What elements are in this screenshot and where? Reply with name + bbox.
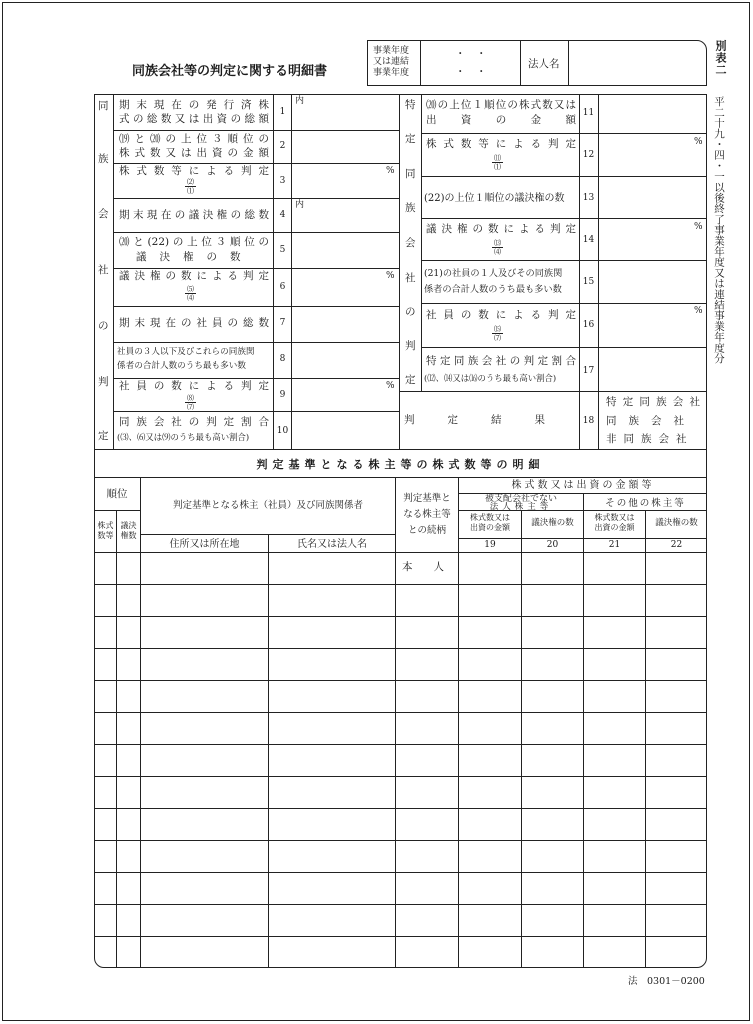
row-8-field[interactable] <box>292 343 399 378</box>
row-11-label-a: ⒇の上位１順位の株式数又は <box>426 99 576 111</box>
row-5-label-a: ⒇と(22)の上位３順位の <box>119 236 269 248</box>
result-num: 18 <box>582 416 595 426</box>
row-2-num: 2 <box>279 141 286 151</box>
table-row[interactable] <box>95 809 706 839</box>
non-parent-header-a: 被支配会社でない <box>484 494 557 504</box>
left-vtitle-5: 判 <box>98 376 109 388</box>
row-17-label-a: 特定同族会社の判定割合 <box>426 355 576 367</box>
relation-header-c: との続柄 <box>407 525 446 536</box>
row-8-num: 8 <box>279 354 286 364</box>
right-vtitle-2: 同 <box>405 168 416 180</box>
row-14-label: 議決権の数による判定 <box>426 223 576 235</box>
row-7-field[interactable] <box>292 307 399 342</box>
fiscal-year-label-2: 又は連結 <box>373 57 410 67</box>
rank-shares-b: 数等 <box>97 531 114 540</box>
row-10-field[interactable] <box>292 412 399 449</box>
row-14-num: 14 <box>582 235 595 245</box>
row-5-num: 5 <box>279 245 286 255</box>
non-parent-header-b: 法人株主等 <box>489 502 553 512</box>
row-12-fraction: ⑾ ⑴ <box>494 154 501 171</box>
form-code: 法 0301－0200 <box>628 976 705 987</box>
row-14-note: % <box>694 222 703 232</box>
row-14-field[interactable] <box>599 219 706 260</box>
right-vtitle-0: 特 <box>405 99 416 111</box>
row-9-note: % <box>386 381 395 391</box>
col20-label: 議決権の数 <box>531 518 574 528</box>
corporation-name-label: 法人名 <box>528 58 560 70</box>
row-17-field[interactable] <box>599 348 706 391</box>
applicability-note: 平二十九・四・一以後終了事業年度又は連結事業年度分 <box>713 96 725 364</box>
row-16-fraction: ⒂ ⑺ <box>494 325 501 342</box>
row-12-field[interactable] <box>599 134 706 176</box>
row-12-label: 株式数等による判定 <box>426 138 576 150</box>
row-8-label-a: 社員の３人以下及びこれらの同族関 <box>117 347 255 357</box>
right-vtitle-4: 会 <box>405 237 416 249</box>
row-1-num: 1 <box>279 107 286 117</box>
result-option-family[interactable]: 同族会社 <box>606 415 696 427</box>
table-row[interactable] <box>95 745 706 775</box>
right-vtitle-8: 定 <box>405 374 416 386</box>
col21-label-b: 出資の金額 <box>594 523 635 532</box>
row-4-num: 4 <box>279 210 286 220</box>
row-15-label-a: (21)の社員の１人及びその同族関 <box>424 268 563 279</box>
row-7-label: 期末現在の社員の総数 <box>119 317 269 329</box>
rank-shares-a: 株式 <box>97 521 114 530</box>
row-4-label: 期末現在の議決権の総数 <box>119 209 269 221</box>
row-16-note: % <box>694 306 703 316</box>
relation-header-a: 判定基準と <box>403 493 451 504</box>
left-vtitle-1: 族 <box>98 153 109 165</box>
table-row[interactable] <box>95 585 706 615</box>
row-15-num: 15 <box>582 277 595 287</box>
left-vtitle-3: 社 <box>98 264 109 276</box>
row-6-note: % <box>386 271 395 281</box>
left-vtitle-2: 会 <box>98 208 109 220</box>
row-8-label-b: 係者の合計人数のうち最も多い数 <box>117 361 246 371</box>
row-10-label-a: 同族会社の判定割合 <box>119 416 269 428</box>
row-12-note: % <box>694 137 703 147</box>
row-3-num: 3 <box>279 176 286 186</box>
relation-header-b: なる株主等 <box>403 509 451 520</box>
row-17-label-b: (⑿、⒁又は⒃のうち最も高い割合) <box>424 373 557 383</box>
row-4-note: 内 <box>295 200 305 210</box>
table-row[interactable] <box>95 905 706 935</box>
row-3-field[interactable] <box>292 164 399 198</box>
row-13-num: 13 <box>582 193 595 203</box>
table-row[interactable] <box>95 937 706 967</box>
row-6-label: 議決権の数による判定 <box>119 270 269 282</box>
table-row[interactable] <box>95 713 706 743</box>
left-vtitle-4: の <box>98 320 109 332</box>
result-label: 判定結果 <box>404 414 578 426</box>
shareholders-section-title: 判定基準となる株主等の株式数等の明細 <box>256 458 545 471</box>
row-15-label-b: 係者の合計人数のうち最も多い数 <box>424 284 562 295</box>
row-9-num: 9 <box>279 390 286 400</box>
col21-label-a: 株式数又は <box>594 513 635 522</box>
schedule-number: 別表二 <box>714 40 727 76</box>
corporation-name-field[interactable] <box>570 42 704 84</box>
table-row[interactable] <box>95 553 706 583</box>
table-row[interactable] <box>95 681 706 711</box>
row-10-label-b: (⑶、⑹又は⑼のうち最も高い割合) <box>117 432 250 442</box>
row-11-label-b: 出資の金額 <box>426 114 576 126</box>
row-13-label: (22)の上位１順位の議決権の数 <box>424 193 565 204</box>
amount-group-header: 株式数又は出資の金額等 <box>511 480 655 491</box>
col22-label: 議決権の数 <box>655 518 698 528</box>
row-16-num: 16 <box>582 320 595 330</box>
row-2-label-a: ⒆と⒇の上位３順位の <box>119 133 269 145</box>
row-9-fraction: ⑻ ⑺ <box>187 394 194 411</box>
address-header: 住所又は所在地 <box>169 539 240 550</box>
fiscal-year-end[interactable]: ・ ・ <box>455 66 487 78</box>
col21-num: 21 <box>608 540 621 550</box>
row-11-field[interactable] <box>599 95 706 133</box>
col19-num: 19 <box>484 540 496 550</box>
row-7-num: 7 <box>279 318 286 328</box>
first-row-relation: 本 人 <box>402 561 444 573</box>
row-5-field[interactable] <box>292 233 399 268</box>
row-11-num: 11 <box>582 108 595 118</box>
other-header: その他の株主等 <box>605 498 686 509</box>
row-9-field[interactable] <box>292 379 399 411</box>
row-16-field[interactable] <box>599 304 706 347</box>
row-15-field[interactable] <box>599 261 706 303</box>
row-2-label-b: 株式数又は出資の金額 <box>119 147 269 159</box>
table-row[interactable] <box>95 873 706 903</box>
row-1-field[interactable] <box>292 95 399 130</box>
row-6-field[interactable] <box>292 269 399 306</box>
right-vtitle-5: 社 <box>405 272 416 284</box>
row-9-label: 社員の数による判定 <box>119 380 269 392</box>
row-5-label-b: 議決権の数 <box>136 251 254 263</box>
right-vtitle-1: 定 <box>405 133 416 145</box>
col20-num: 20 <box>546 540 559 550</box>
row-17-num: 17 <box>582 366 595 376</box>
row-2-field[interactable] <box>292 131 399 163</box>
row-3-note: % <box>386 166 395 176</box>
table-row[interactable] <box>95 841 706 871</box>
row-3-label: 株式数等による判定 <box>119 165 269 177</box>
rank-votes-b: 権数 <box>120 531 137 540</box>
row-14-fraction: ⒀ ⑷ <box>494 239 501 256</box>
rank-votes-a: 議決 <box>120 521 137 530</box>
row-6-num: 6 <box>279 282 286 292</box>
fiscal-year-start[interactable]: ・ ・ <box>455 48 487 60</box>
row-16-label: 社員の数による判定 <box>426 309 576 321</box>
col19-label-a: 株式数又は <box>470 513 510 522</box>
row-1-label-b: 式の総数又は出資の総額 <box>119 113 269 125</box>
row-3-fraction: ⑵ ⑴ <box>187 178 194 195</box>
row-12-num: 12 <box>582 150 595 160</box>
left-vtitle-0: 同 <box>98 100 109 112</box>
fiscal-year-label-3: 事業年度 <box>373 68 410 78</box>
row-13-field[interactable] <box>599 177 706 218</box>
right-vtitle-7: 判 <box>405 340 416 352</box>
row-4-field[interactable] <box>292 199 399 232</box>
col19-label-b: 出資の金額 <box>470 523 510 532</box>
right-vtitle-3: 族 <box>405 202 416 214</box>
result-option-specific[interactable]: 特定同族会社 <box>606 396 700 408</box>
table-row[interactable] <box>95 777 706 807</box>
left-vtitle-6: 定 <box>98 430 109 442</box>
row-10-num: 10 <box>276 426 289 436</box>
row-6-fraction: ⑸ ⑷ <box>187 285 194 302</box>
row-1-label-a: 期末現在の発行済株 <box>119 99 269 111</box>
page-title: 同族会社等の判定に関する明細書 <box>132 64 328 79</box>
table-row[interactable] <box>95 649 706 679</box>
row-1-note: 内 <box>295 96 305 106</box>
fiscal-year-label-1: 事業年度 <box>373 46 410 56</box>
shareholder-header: 判定基準となる株主（社員）及び同族関係者 <box>172 500 363 511</box>
rank-header: 順位 <box>106 488 128 500</box>
result-option-non-family[interactable]: 非同族会社 <box>606 433 694 445</box>
col22-num: 22 <box>670 540 683 550</box>
right-vtitle-6: の <box>405 306 416 318</box>
name-header: 氏名又は法人名 <box>297 539 367 550</box>
table-row[interactable] <box>95 617 706 647</box>
